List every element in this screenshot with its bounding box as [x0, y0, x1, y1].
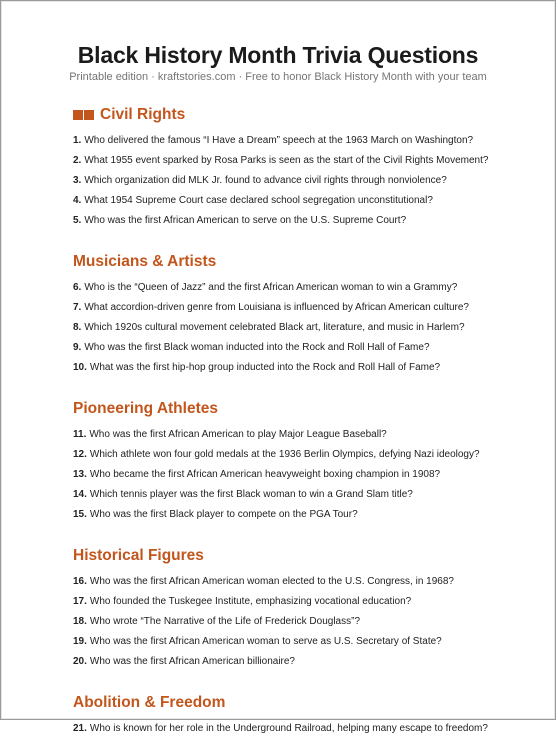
question-list — [73, 131, 525, 231]
question-number: 3. — [73, 175, 82, 186]
question-text: Who was the first Black woman inducted into the Rock and Roll Hall of Fame? — [84, 342, 430, 353]
question-list — [73, 719, 525, 739]
section-historical-figures — [73, 546, 525, 672]
document-header — [1, 1, 555, 84]
question-number: 12. — [73, 449, 87, 460]
section-pioneering-athletes — [73, 399, 525, 525]
question-text: What was the first hip-hop group inducted into the Rock and Roll Hall of Fame? — [89, 362, 441, 373]
question-number: 17. — [73, 596, 87, 607]
question-number: 11. — [73, 429, 87, 440]
section-heading-label: Civil Rights — [100, 106, 186, 123]
section-civil-rights — [73, 105, 525, 231]
question-text: Who is known for her role in the Underground Railroad, helping many escape to freedom? — [89, 723, 488, 734]
question-text: Who was the first African American woman elected to the U.S. Congress, in 1968? — [89, 576, 454, 587]
question-item — [73, 505, 525, 525]
question-item — [73, 171, 525, 191]
section-heading: Abolition & Freedom — [73, 694, 226, 711]
question-number: 15. — [73, 509, 87, 520]
question-number: 21. — [73, 723, 87, 734]
question-item — [73, 191, 525, 211]
question-item — [73, 592, 525, 612]
question-text: Which organization did MLK Jr. found to advance civil rights through nonviolence? — [84, 175, 447, 186]
question-list — [73, 278, 525, 378]
question-number: 19. — [73, 636, 87, 647]
question-item — [73, 632, 525, 652]
page-title: Black History Month Trivia Questions — [77, 42, 479, 68]
question-item — [73, 719, 525, 739]
section-heading — [73, 105, 525, 125]
question-number: 20. — [73, 656, 87, 667]
question-item — [73, 612, 525, 632]
section-heading: Pioneering Athletes — [73, 400, 218, 417]
question-number: 7. — [73, 302, 82, 313]
question-number: 6. — [73, 282, 82, 293]
question-item — [73, 572, 525, 592]
question-number: 5. — [73, 215, 82, 226]
orange-square-icon — [73, 110, 83, 120]
question-item — [73, 338, 525, 358]
question-list — [73, 572, 525, 672]
question-text: Which tennis player was the first Black woman to win a Grand Slam title? — [89, 489, 413, 500]
question-text: Who was the first African American woman to serve as U.S. Secretary of State? — [89, 636, 442, 647]
section-heading: Historical Figures — [73, 547, 204, 564]
question-number: 9. — [73, 342, 82, 353]
question-text: Who wrote “The Narrative of the Life of Frederick Douglass”? — [89, 616, 361, 627]
question-text: Who founded the Tuskegee Institute, emphasizing vocational education? — [89, 596, 412, 607]
question-number: 8. — [73, 322, 82, 333]
question-text: Which 1920s cultural movement celebrated Black art, literature, and music in Harlem? — [84, 322, 465, 333]
question-item — [73, 298, 525, 318]
question-text: Who was the first African American billionaire? — [89, 656, 295, 667]
question-item — [73, 211, 525, 231]
question-item — [73, 318, 525, 338]
question-text: Who became the first African American heavyweight boxing champion in 1908? — [89, 469, 441, 480]
question-item — [73, 652, 525, 672]
question-item — [73, 465, 525, 485]
document-content — [1, 105, 555, 739]
section-heading: Musicians & Artists — [73, 253, 217, 270]
question-item — [73, 445, 525, 465]
question-text: What 1954 Supreme Court case declared school segregation unconstitutional? — [84, 195, 433, 206]
question-text: Who was the first Black player to compete on the PGA Tour? — [89, 509, 358, 520]
section-musicians-artists — [73, 252, 525, 378]
question-item — [73, 278, 525, 298]
question-text: Who delivered the famous “I Have a Dream” speech at the 1963 March on Washington? — [84, 135, 474, 146]
question-text: Which athlete won four gold medals at the 1936 Berlin Olympics, defying Nazi ideology? — [89, 449, 480, 460]
question-item — [73, 358, 525, 378]
question-number: 18. — [73, 616, 87, 627]
question-number: 16. — [73, 576, 87, 587]
question-text: Who is the “Queen of Jazz” and the first African American woman to win a Grammy? — [84, 282, 458, 293]
question-item — [73, 425, 525, 445]
question-number: 4. — [73, 195, 82, 206]
question-text: Who was the first African American to serve on the U.S. Supreme Court? — [84, 215, 407, 226]
question-text: What accordion-driven genre from Louisiana is influenced by African American culture? — [84, 302, 469, 313]
question-number: 10. — [73, 362, 87, 373]
question-item — [73, 485, 525, 505]
question-number: 2. — [73, 155, 82, 166]
question-text: Who was the first African American to play Major League Baseball? — [89, 429, 387, 440]
question-number: 1. — [73, 135, 82, 146]
question-item — [73, 151, 525, 171]
question-number: 14. — [73, 489, 87, 500]
section-abolition-freedom — [73, 693, 525, 739]
question-item — [73, 131, 525, 151]
question-text: What 1955 event sparked by Rosa Parks is seen as the start of the Civil Rights Movement? — [84, 155, 489, 166]
page-subtitle: Printable edition · kraftstories.com · Free to honor Black History Month with your team — [69, 71, 487, 83]
orange-square-icon — [84, 110, 94, 120]
question-list — [73, 425, 525, 525]
question-number: 13. — [73, 469, 87, 480]
